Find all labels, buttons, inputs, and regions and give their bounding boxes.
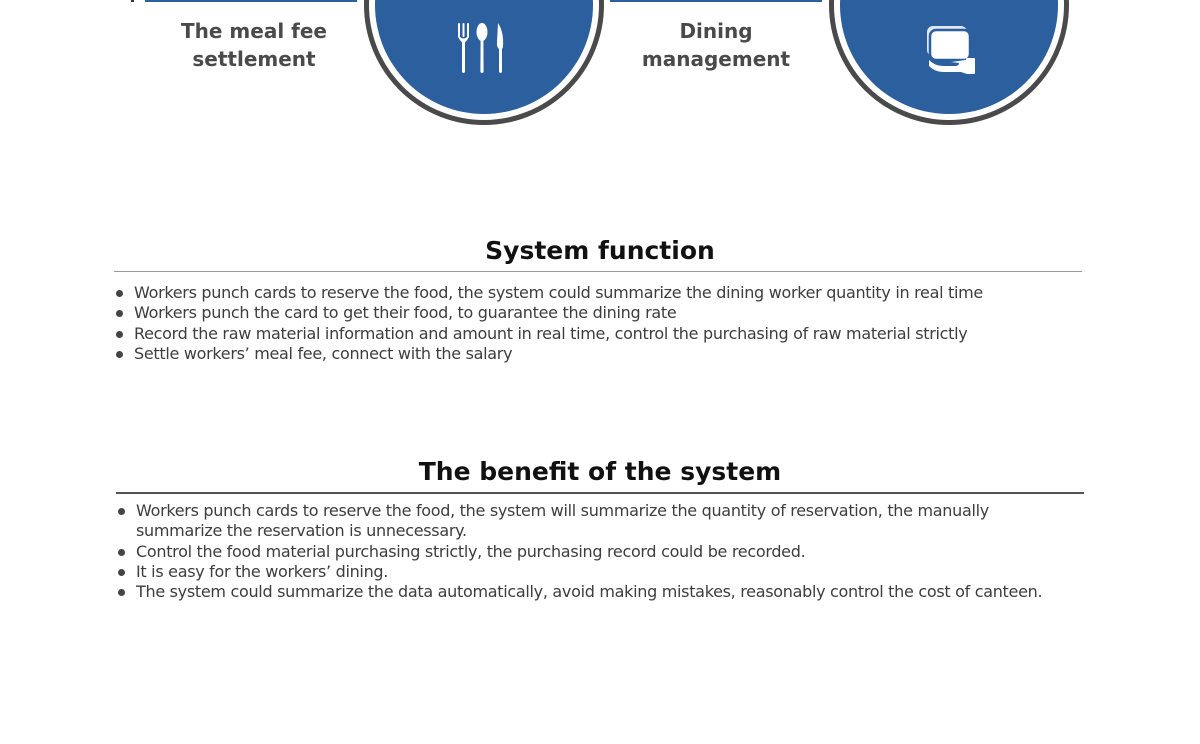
divider: [131, 0, 134, 2]
list-item: [114, 344, 1094, 364]
bullet-dot: [116, 331, 123, 338]
card-hand-icon: [921, 22, 981, 76]
feature-label-dining: [626, 17, 806, 73]
utensils-icon: [451, 20, 511, 76]
list-item-text: Record the raw material information and amount in real time, control the purchasing of raw material strictly: [134, 323, 968, 343]
list-item-text: Workers punch cards to reserve the food, the system will summarize the quantity of reservation, the manually summarize the reservation is unnecessary.: [136, 501, 989, 541]
bullet-dot: [116, 310, 123, 317]
list-item-text: The system could summarize the data automatically, avoid making mistakes, reasonably control the cost of canteen.: [136, 582, 1043, 602]
bullet-dot: [116, 290, 123, 297]
system-function-list: [114, 283, 1094, 364]
bullet-dot: [116, 351, 123, 358]
section-divider: [114, 271, 1082, 272]
bullet-dot: [118, 508, 125, 515]
list-item-text: Workers punch the card to get their food, to guarantee the dining rate: [134, 303, 677, 323]
list-item: [114, 283, 1094, 303]
feature-label-line: Dining: [679, 19, 753, 43]
feature-label-line: management: [641, 47, 791, 71]
list-item: [116, 582, 1056, 602]
feature-label-line: settlement: [192, 47, 316, 71]
feature-label-meal-fee: [164, 17, 344, 73]
feature-band: [0, 0, 1200, 130]
list-item: [116, 542, 1056, 562]
list-item: [114, 324, 1094, 344]
connector-line: [145, 0, 357, 2]
bullet-dot: [118, 549, 125, 556]
list-item-text: Settle workers’ meal fee, connect with the salary: [134, 343, 513, 363]
section-title-system-function: System function: [485, 236, 715, 265]
feature-label-line: The meal fee: [181, 19, 327, 43]
bullet-dot: [118, 589, 125, 596]
list-item-text: It is easy for the workers’ dining.: [136, 561, 389, 581]
connector-line: [610, 0, 822, 2]
list-item-text: Control the food material purchasing strictly, the purchasing record could be recorded.: [136, 541, 806, 561]
benefit-list: [116, 501, 1056, 602]
list-item: [116, 501, 1056, 542]
bullet-dot: [118, 569, 125, 576]
list-item-text: Workers punch cards to reserve the food, the system could summarize the dining worker quantity in real time: [134, 283, 983, 302]
list-item: [114, 303, 1094, 323]
list-item: [116, 562, 1056, 582]
section-title-benefit: The benefit of the system: [418, 457, 782, 486]
section-divider: [116, 492, 1084, 494]
